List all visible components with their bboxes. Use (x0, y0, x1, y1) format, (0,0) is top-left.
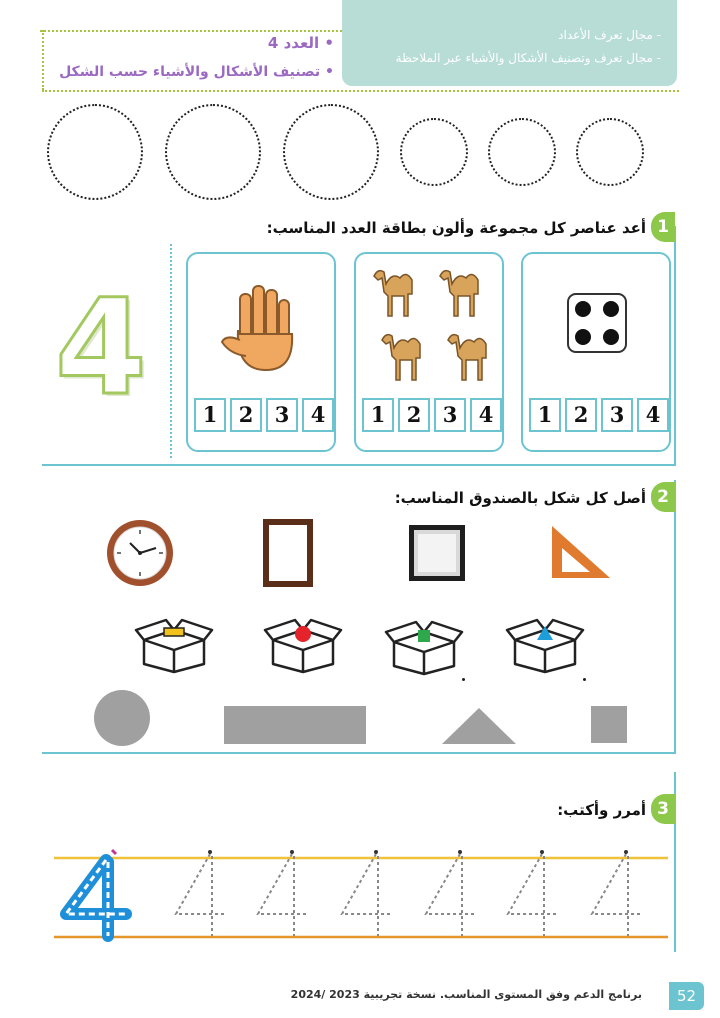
number-cell[interactable]: 1 (529, 398, 561, 432)
number-cell[interactable]: 4 (470, 398, 502, 432)
dotted-circle (576, 118, 644, 186)
section1-right-border (674, 226, 676, 466)
number-cell[interactable]: 2 (565, 398, 597, 432)
goal-classify: • تصنيف الأشكال والأشياء حسب الشكل (59, 64, 334, 80)
section1-bottom-border (42, 464, 676, 466)
section2-bottom-border (42, 752, 676, 754)
hand-four-fingers-icon (220, 284, 304, 376)
section2-right-border (674, 480, 676, 754)
section3-badge: 3 (651, 794, 675, 824)
camel-icon (448, 335, 486, 380)
square-frame-icon (408, 524, 466, 582)
count-card-hand (186, 252, 336, 452)
rectangle-frame-icon (262, 518, 314, 588)
section2-title: أصل كل شكل بالصندوق المناسب: (394, 489, 646, 507)
number-cell[interactable]: 1 (362, 398, 394, 432)
domain-box (342, 0, 677, 86)
camels-group (366, 262, 496, 392)
dice-face-four-icon (566, 292, 628, 354)
number-cell[interactable]: 4 (637, 398, 669, 432)
grey-circle-shape (94, 690, 150, 746)
page-number: 52 (669, 982, 704, 1010)
count-card-camels (354, 252, 504, 452)
connect-dot[interactable] (583, 678, 586, 681)
header-dotted-border-left (42, 30, 44, 90)
dotted-circle (400, 118, 468, 186)
grey-triangle-shape (440, 706, 518, 746)
number-cell[interactable]: 1 (194, 398, 226, 432)
goal-number: • العدد 4 (267, 34, 334, 52)
grey-square-shape (591, 706, 627, 743)
number-cell[interactable]: 2 (230, 398, 262, 432)
rectangle-box-icon (134, 610, 214, 674)
grey-rectangle-shape (224, 706, 366, 744)
section2-badge: 2 (651, 482, 675, 512)
model-digit-four (66, 850, 126, 936)
number-cell[interactable]: 3 (434, 398, 466, 432)
dotted-circle (283, 104, 379, 200)
dotted-circle (47, 104, 143, 200)
camel-icon (440, 271, 478, 316)
header-dotted-border-bottom (42, 90, 679, 92)
section1-dotted-divider (170, 244, 172, 458)
domain-line-2: - مجال تعرف وتصنيف الأشكال والأشياء عبر الملاحظة (395, 51, 661, 65)
triangle-box-icon (505, 610, 585, 674)
circle-box-icon (263, 610, 343, 674)
number-cell[interactable]: 4 (302, 398, 334, 432)
section1-title: أعد عناصر كل مجموعة وألون بطاقة العدد المناسب: (266, 219, 646, 237)
header-dotted-border-top (40, 30, 350, 32)
dotted-circle (165, 104, 261, 200)
camel-icon (374, 271, 412, 316)
tracing-area[interactable] (48, 840, 672, 950)
big-number-four: 4 (55, 271, 147, 425)
section1-badge: 1 (651, 212, 675, 242)
dotted-circle (488, 118, 556, 186)
number-cell[interactable]: 2 (398, 398, 430, 432)
number-cell[interactable]: 3 (266, 398, 298, 432)
camel-icon (382, 335, 420, 380)
clock-icon (104, 518, 176, 588)
count-card-dice (521, 252, 671, 452)
trace-digits (176, 854, 640, 936)
number-cell[interactable]: 3 (601, 398, 633, 432)
square-box-icon (384, 612, 464, 676)
footer-text: برنامج الدعم وفق المستوى المناسب. نسخة تجريبية 2023 /2024 (290, 988, 642, 1001)
domain-line-1: - مجال تعرف الأعداد (558, 28, 661, 42)
section3-title: أمرر وأكتب: (557, 801, 646, 819)
connect-dot[interactable] (462, 678, 465, 681)
set-square-icon (546, 524, 614, 582)
